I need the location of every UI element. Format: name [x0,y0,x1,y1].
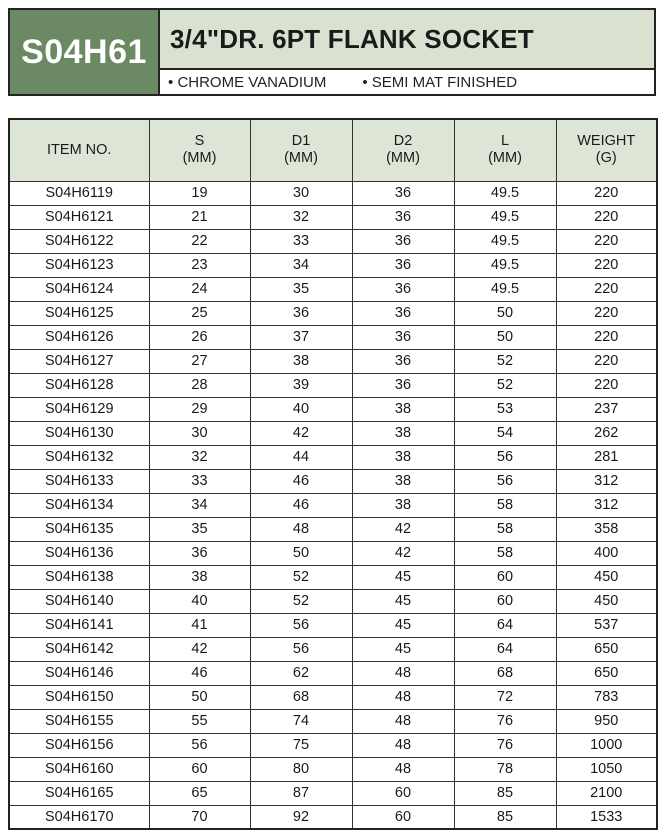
table-cell: 64 [454,613,556,637]
table-cell: 42 [250,421,352,445]
table-cell: 64 [454,637,556,661]
table-cell: 21 [149,205,250,229]
feature-item [362,74,517,91]
table-cell: 38 [352,469,454,493]
table-cell: 48 [352,685,454,709]
table-cell: 262 [556,421,657,445]
table-cell: 36 [352,205,454,229]
table-cell: 38 [149,565,250,589]
table-cell: 52 [250,565,352,589]
table-cell: 50 [454,301,556,325]
table-row [9,805,657,829]
table-body [9,181,657,829]
item-number-cell: S04H6146 [9,661,149,685]
column-header [9,119,149,181]
table-cell: 36 [149,541,250,565]
table-cell: 32 [250,205,352,229]
table-cell: 85 [454,805,556,829]
table-cell: 45 [352,589,454,613]
item-number-cell: S04H6133 [9,469,149,493]
table-cell: 37 [250,325,352,349]
table-cell: 39 [250,373,352,397]
feature-label: SEMI MAT FINISHED [371,73,518,91]
product-title: 3/4"DR. 6PT FLANK SOCKET [160,10,654,70]
table-header-row [9,119,657,181]
table-cell: 358 [556,517,657,541]
column-header-label: L [500,133,510,150]
table-cell: 85 [454,781,556,805]
table-cell: 34 [149,493,250,517]
table-cell: 38 [352,397,454,421]
table-cell: 220 [556,277,657,301]
table-cell: 29 [149,397,250,421]
item-number-cell: S04H6119 [9,181,149,205]
table-cell: 78 [454,757,556,781]
table-cell: 220 [556,301,657,325]
table-cell: 36 [352,373,454,397]
table-cell: 87 [250,781,352,805]
table-cell: 56 [149,733,250,757]
table-cell: 48 [352,661,454,685]
table-row [9,493,657,517]
table-cell: 48 [250,517,352,541]
bullet-icon: • [168,73,174,91]
table-row [9,661,657,685]
spec-table-wrapper [8,118,656,830]
table-cell: 25 [149,301,250,325]
item-number-cell: S04H6135 [9,517,149,541]
item-number-cell: S04H6170 [9,805,149,829]
table-row [9,517,657,541]
table-cell: 36 [352,229,454,253]
column-header [149,119,250,181]
table-cell: 75 [250,733,352,757]
table-cell: 24 [149,277,250,301]
table-cell: 2100 [556,781,657,805]
table-cell: 1533 [556,805,657,829]
table-cell: 40 [149,589,250,613]
table-cell: 92 [250,805,352,829]
table-row [9,397,657,421]
table-cell: 60 [454,565,556,589]
table-row [9,733,657,757]
column-header [454,119,556,181]
table-cell: 220 [556,373,657,397]
table-cell: 76 [454,733,556,757]
table-cell: 36 [352,301,454,325]
table-cell: 38 [352,445,454,469]
feature-label: CHROME VANADIUM [177,73,327,91]
table-cell: 950 [556,709,657,733]
table-cell: 36 [352,349,454,373]
item-number-cell: S04H6132 [9,445,149,469]
item-number-cell: S04H6122 [9,229,149,253]
table-row [9,229,657,253]
table-row [9,325,657,349]
table-cell: 30 [250,181,352,205]
table-cell: 46 [250,493,352,517]
table-cell: 220 [556,181,657,205]
feature-list [160,70,654,94]
table-cell: 220 [556,349,657,373]
table-row [9,709,657,733]
column-header-unit: (MM) [488,150,522,167]
table-cell: 22 [149,229,250,253]
table-row [9,565,657,589]
table-cell: 52 [454,349,556,373]
table-cell: 42 [149,637,250,661]
table-row [9,637,657,661]
item-number-cell: S04H6155 [9,709,149,733]
table-cell: 237 [556,397,657,421]
table-cell: 30 [149,421,250,445]
table-cell: 50 [454,325,556,349]
item-number-cell: S04H6160 [9,757,149,781]
table-cell: 42 [352,517,454,541]
table-cell: 312 [556,469,657,493]
item-number-cell: S04H6124 [9,277,149,301]
table-cell: 40 [250,397,352,421]
column-header-unit: (MM) [386,150,420,167]
table-cell: 58 [454,517,556,541]
table-cell: 28 [149,373,250,397]
item-number-cell: S04H6140 [9,589,149,613]
item-number-cell: S04H6130 [9,421,149,445]
table-row [9,445,657,469]
table-cell: 281 [556,445,657,469]
item-number-cell: S04H6127 [9,349,149,373]
table-cell: 34 [250,253,352,277]
table-cell: 220 [556,253,657,277]
table-cell: 45 [352,637,454,661]
table-cell: 312 [556,493,657,517]
table-cell: 26 [149,325,250,349]
table-cell: 41 [149,613,250,637]
table-cell: 450 [556,589,657,613]
column-header-label: D2 [393,133,413,150]
table-row [9,181,657,205]
table-cell: 450 [556,565,657,589]
table-cell: 36 [352,325,454,349]
table-cell: 38 [352,493,454,517]
table-cell: 48 [352,709,454,733]
feature-item [168,74,326,91]
item-number-cell: S04H6156 [9,733,149,757]
item-number-cell: S04H6123 [9,253,149,277]
table-row [9,589,657,613]
table-cell: 36 [352,181,454,205]
table-cell: 60 [149,757,250,781]
table-row [9,253,657,277]
product-code: S04H61 [10,10,160,94]
item-number-cell: S04H6128 [9,373,149,397]
table-cell: 220 [556,205,657,229]
table-cell: 36 [352,277,454,301]
column-header-label: D1 [291,133,311,150]
table-cell: 53 [454,397,556,421]
table-cell: 49.5 [454,277,556,301]
item-number-cell: S04H6141 [9,613,149,637]
table-cell: 54 [454,421,556,445]
table-cell: 65 [149,781,250,805]
product-header [8,8,656,96]
table-row [9,301,657,325]
item-number-cell: S04H6126 [9,325,149,349]
item-number-cell: S04H6134 [9,493,149,517]
table-row [9,277,657,301]
column-header [250,119,352,181]
column-header [556,119,657,181]
table-cell: 783 [556,685,657,709]
table-cell: 33 [149,469,250,493]
item-number-cell: S04H6138 [9,565,149,589]
table-cell: 38 [250,349,352,373]
table-cell: 45 [352,613,454,637]
table-cell: 650 [556,661,657,685]
table-cell: 49.5 [454,181,556,205]
table-cell: 68 [454,661,556,685]
spec-table [8,118,658,830]
table-cell: 36 [352,253,454,277]
item-number-cell: S04H6165 [9,781,149,805]
table-cell: 35 [149,517,250,541]
table-row [9,349,657,373]
table-cell: 48 [352,757,454,781]
table-cell: 32 [149,445,250,469]
table-cell: 220 [556,325,657,349]
table-cell: 45 [352,565,454,589]
table-cell: 58 [454,493,556,517]
table-cell: 49.5 [454,253,556,277]
table-cell: 55 [149,709,250,733]
table-cell: 56 [250,613,352,637]
table-cell: 23 [149,253,250,277]
item-number-cell: S04H6129 [9,397,149,421]
column-header-unit: (G) [595,150,617,167]
table-cell: 650 [556,637,657,661]
table-cell: 52 [454,373,556,397]
table-cell: 72 [454,685,556,709]
item-number-cell: S04H6142 [9,637,149,661]
table-row [9,613,657,637]
table-cell: 50 [250,541,352,565]
table-row [9,421,657,445]
column-header-label: WEIGHT [577,133,636,150]
table-row [9,373,657,397]
table-row [9,205,657,229]
table-cell: 36 [250,301,352,325]
table-cell: 46 [250,469,352,493]
item-number-cell: S04H6125 [9,301,149,325]
column-header-unit: (MM) [284,150,318,167]
table-cell: 400 [556,541,657,565]
table-cell: 70 [149,805,250,829]
table-cell: 80 [250,757,352,781]
table-cell: 33 [250,229,352,253]
table-cell: 56 [454,445,556,469]
table-cell: 74 [250,709,352,733]
table-cell: 1000 [556,733,657,757]
table-row [9,757,657,781]
item-number-cell: S04H6121 [9,205,149,229]
table-row [9,685,657,709]
table-cell: 62 [250,661,352,685]
title-area [160,10,654,94]
table-cell: 27 [149,349,250,373]
table-row [9,469,657,493]
table-cell: 60 [352,805,454,829]
table-cell: 50 [149,685,250,709]
bullet-icon: • [362,73,368,91]
table-cell: 56 [454,469,556,493]
table-cell: 60 [454,589,556,613]
item-number-cell: S04H6150 [9,685,149,709]
column-header [352,119,454,181]
table-cell: 49.5 [454,205,556,229]
table-cell: 537 [556,613,657,637]
table-row [9,541,657,565]
table-cell: 48 [352,733,454,757]
table-cell: 49.5 [454,229,556,253]
table-cell: 46 [149,661,250,685]
column-header-label: ITEM NO. [47,141,112,158]
column-header-unit: (MM) [182,150,217,167]
table-cell: 60 [352,781,454,805]
table-cell: 44 [250,445,352,469]
table-cell: 35 [250,277,352,301]
table-cell: 56 [250,637,352,661]
table-row [9,781,657,805]
table-cell: 220 [556,229,657,253]
table-cell: 19 [149,181,250,205]
table-cell: 76 [454,709,556,733]
table-cell: 68 [250,685,352,709]
item-number-cell: S04H6136 [9,541,149,565]
column-header-label: S [194,133,205,150]
table-cell: 1050 [556,757,657,781]
table-cell: 42 [352,541,454,565]
table-cell: 38 [352,421,454,445]
table-cell: 58 [454,541,556,565]
table-cell: 52 [250,589,352,613]
